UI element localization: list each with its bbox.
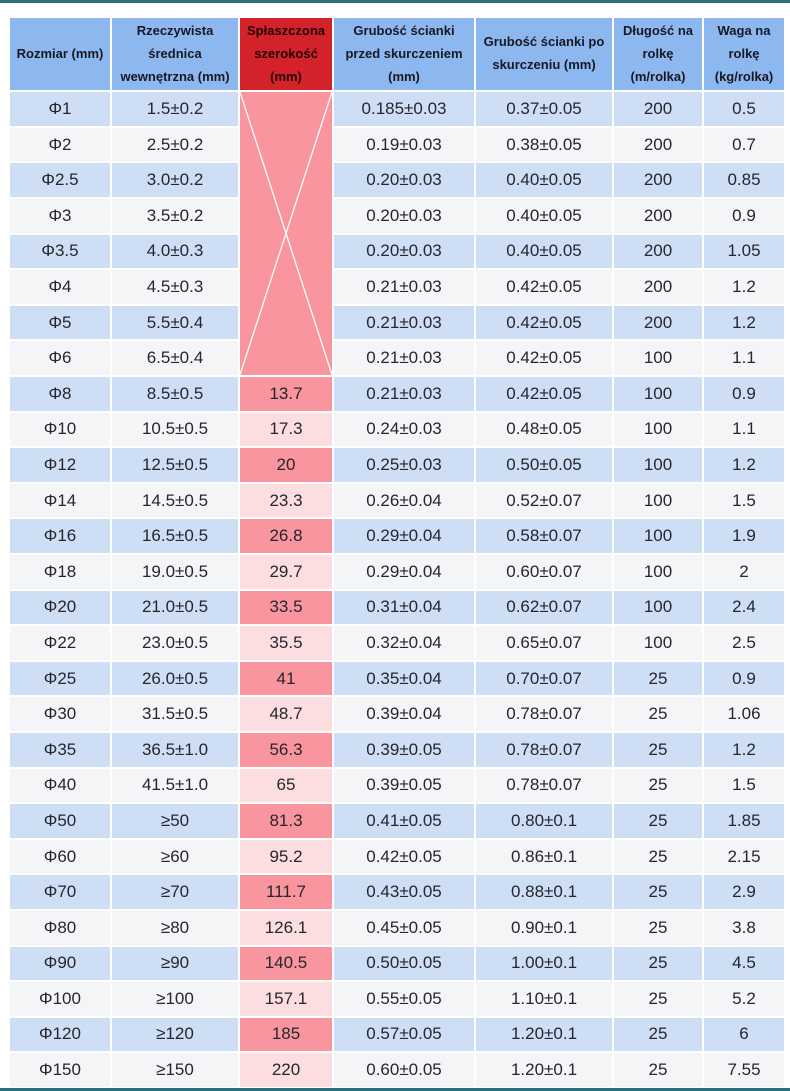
cell-wall_before: 0.43±0.05 bbox=[334, 875, 474, 909]
cell-wall_after: 0.78±0.07 bbox=[476, 733, 612, 767]
cell-size: Φ1 bbox=[10, 92, 110, 126]
cell-inner_diameter: ≥120 bbox=[112, 1018, 238, 1052]
cell-length_per_roll: 25 bbox=[614, 840, 702, 874]
cell-length_per_roll: 200 bbox=[614, 199, 702, 233]
cell-inner_diameter: 21.0±0.5 bbox=[112, 591, 238, 625]
table-row bbox=[10, 377, 784, 411]
cell-length_per_roll: 200 bbox=[614, 128, 702, 162]
table-row bbox=[10, 448, 784, 482]
cell-wall_before: 0.55±0.05 bbox=[334, 982, 474, 1016]
cell-weight_per_roll: 1.1 bbox=[704, 341, 784, 375]
cell-size: Φ20 bbox=[10, 591, 110, 625]
cell-weight_per_roll: 6 bbox=[704, 1018, 784, 1052]
top-accent-bar bbox=[0, 0, 790, 3]
cell-wall_before: 0.31±0.04 bbox=[334, 591, 474, 625]
cell-wall_before: 0.20±0.03 bbox=[334, 235, 474, 269]
cell-weight_per_roll: 2 bbox=[704, 555, 784, 589]
cell-weight_per_roll: 7.55 bbox=[704, 1053, 784, 1087]
cell-wall_after: 0.62±0.07 bbox=[476, 591, 612, 625]
cell-flat_width: 220 bbox=[240, 1053, 332, 1087]
cell-weight_per_roll: 0.7 bbox=[704, 128, 784, 162]
cell-wall_before: 0.39±0.05 bbox=[334, 769, 474, 803]
cell-weight_per_roll: 0.9 bbox=[704, 662, 784, 696]
cell-inner_diameter: 6.5±0.4 bbox=[112, 341, 238, 375]
cell-size: Φ100 bbox=[10, 982, 110, 1016]
table-row bbox=[10, 306, 784, 340]
cell-length_per_roll: 100 bbox=[614, 448, 702, 482]
cell-length_per_roll: 25 bbox=[614, 982, 702, 1016]
cell-wall_before: 0.39±0.04 bbox=[334, 697, 474, 731]
header-row bbox=[10, 18, 784, 90]
spec-table-wrapper bbox=[8, 16, 786, 1089]
table-row bbox=[10, 733, 784, 767]
table-row bbox=[10, 591, 784, 625]
cell-length_per_roll: 100 bbox=[614, 377, 702, 411]
cell-wall_before: 0.21±0.03 bbox=[334, 306, 474, 340]
cell-flat_width: 17.3 bbox=[240, 413, 332, 447]
cell-length_per_roll: 100 bbox=[614, 626, 702, 660]
table-row bbox=[10, 1018, 784, 1052]
cell-inner_diameter: 16.5±0.5 bbox=[112, 519, 238, 553]
cell-flat_width: 29.7 bbox=[240, 555, 332, 589]
cell-size: Φ40 bbox=[10, 769, 110, 803]
cell-size: Φ14 bbox=[10, 484, 110, 518]
cell-inner_diameter: 14.5±0.5 bbox=[112, 484, 238, 518]
cell-length_per_roll: 25 bbox=[614, 911, 702, 945]
table-row bbox=[10, 270, 784, 304]
cell-wall_after: 0.40±0.05 bbox=[476, 235, 612, 269]
cell-flat_width: 140.5 bbox=[240, 947, 332, 981]
cell-inner_diameter: 3.0±0.2 bbox=[112, 163, 238, 197]
cell-flat_width: 20 bbox=[240, 448, 332, 482]
table-row bbox=[10, 235, 784, 269]
cell-weight_per_roll: 2.5 bbox=[704, 626, 784, 660]
cell-size: Φ5 bbox=[10, 306, 110, 340]
cell-weight_per_roll: 1.9 bbox=[704, 519, 784, 553]
table-row bbox=[10, 163, 784, 197]
cell-wall_before: 0.42±0.05 bbox=[334, 840, 474, 874]
cell-length_per_roll: 25 bbox=[614, 804, 702, 838]
cell-wall_after: 1.20±0.1 bbox=[476, 1018, 612, 1052]
cell-inner_diameter: 10.5±0.5 bbox=[112, 413, 238, 447]
crossed-out-x-icon bbox=[240, 92, 332, 375]
cell-wall_after: 0.38±0.05 bbox=[476, 128, 612, 162]
cell-size: Φ3.5 bbox=[10, 235, 110, 269]
cell-length_per_roll: 200 bbox=[614, 306, 702, 340]
cell-wall_after: 0.86±0.1 bbox=[476, 840, 612, 874]
cell-size: Φ2.5 bbox=[10, 163, 110, 197]
cell-weight_per_roll: 2.9 bbox=[704, 875, 784, 909]
cell-flat_width: 65 bbox=[240, 769, 332, 803]
cell-size: Φ16 bbox=[10, 519, 110, 553]
cell-flat_width: 56.3 bbox=[240, 733, 332, 767]
cell-wall_after: 0.42±0.05 bbox=[476, 306, 612, 340]
cell-size: Φ35 bbox=[10, 733, 110, 767]
table-row bbox=[10, 982, 784, 1016]
cell-size: Φ4 bbox=[10, 270, 110, 304]
cell-wall_before: 0.20±0.03 bbox=[334, 199, 474, 233]
cell-inner_diameter: 26.0±0.5 bbox=[112, 662, 238, 696]
column-header-wall-before: Grubość ścianki przed skurczeniem (mm) bbox=[334, 18, 474, 90]
table-row bbox=[10, 662, 784, 696]
cell-inner_diameter: 4.0±0.3 bbox=[112, 235, 238, 269]
cell-wall_before: 0.20±0.03 bbox=[334, 163, 474, 197]
cell-weight_per_roll: 1.5 bbox=[704, 769, 784, 803]
cell-size: Φ22 bbox=[10, 626, 110, 660]
cell-flat_width: 185 bbox=[240, 1018, 332, 1052]
cell-wall_before: 0.29±0.04 bbox=[334, 519, 474, 553]
cell-wall_after: 0.40±0.05 bbox=[476, 163, 612, 197]
cell-length_per_roll: 200 bbox=[614, 235, 702, 269]
cell-wall_after: 0.40±0.05 bbox=[476, 199, 612, 233]
cell-length_per_roll: 25 bbox=[614, 662, 702, 696]
cell-weight_per_roll: 1.1 bbox=[704, 413, 784, 447]
cell-size: Φ120 bbox=[10, 1018, 110, 1052]
cell-weight_per_roll: 1.2 bbox=[704, 733, 784, 767]
cell-weight_per_roll: 5.2 bbox=[704, 982, 784, 1016]
table-row bbox=[10, 128, 784, 162]
cell-weight_per_roll: 0.5 bbox=[704, 92, 784, 126]
cell-wall_after: 0.42±0.05 bbox=[476, 377, 612, 411]
table-row bbox=[10, 804, 784, 838]
table-row bbox=[10, 199, 784, 233]
cell-weight_per_roll: 1.2 bbox=[704, 270, 784, 304]
cell-wall_after: 0.37±0.05 bbox=[476, 92, 612, 126]
cell-wall_before: 0.185±0.03 bbox=[334, 92, 474, 126]
column-header-size: Rozmiar (mm) bbox=[10, 18, 110, 90]
cell-inner_diameter: 41.5±1.0 bbox=[112, 769, 238, 803]
cell-flat_width: 111.7 bbox=[240, 875, 332, 909]
cell-inner_diameter: ≥60 bbox=[112, 840, 238, 874]
cell-wall_after: 0.78±0.07 bbox=[476, 769, 612, 803]
cell-length_per_roll: 200 bbox=[614, 92, 702, 126]
cell-wall_before: 0.50±0.05 bbox=[334, 947, 474, 981]
table-row bbox=[10, 484, 784, 518]
cell-size: Φ2 bbox=[10, 128, 110, 162]
cell-flat_width: 23.3 bbox=[240, 484, 332, 518]
cell-wall_after: 0.50±0.05 bbox=[476, 448, 612, 482]
table-row bbox=[10, 875, 784, 909]
cell-wall_after: 0.78±0.07 bbox=[476, 697, 612, 731]
cell-wall_before: 0.35±0.04 bbox=[334, 662, 474, 696]
cell-weight_per_roll: 2.4 bbox=[704, 591, 784, 625]
cell-wall_after: 0.60±0.07 bbox=[476, 555, 612, 589]
cell-flat_width: 126.1 bbox=[240, 911, 332, 945]
cell-wall_before: 0.26±0.04 bbox=[334, 484, 474, 518]
cell-length_per_roll: 100 bbox=[614, 484, 702, 518]
cell-size: Φ10 bbox=[10, 413, 110, 447]
cell-length_per_roll: 25 bbox=[614, 697, 702, 731]
cell-size: Φ18 bbox=[10, 555, 110, 589]
cell-weight_per_roll: 4.5 bbox=[704, 947, 784, 981]
cell-inner_diameter: ≥80 bbox=[112, 911, 238, 945]
cell-size: Φ60 bbox=[10, 840, 110, 874]
column-header-inner-diameter: Rzeczywista średnica wewnętrzna (mm) bbox=[112, 18, 238, 90]
cell-length_per_roll: 25 bbox=[614, 1053, 702, 1087]
cell-wall_before: 0.19±0.03 bbox=[334, 128, 474, 162]
column-header-flat-width: Spłaszczona szerokość (mm) bbox=[240, 18, 332, 90]
cell-flat_width: 33.5 bbox=[240, 591, 332, 625]
cell-wall_after: 0.52±0.07 bbox=[476, 484, 612, 518]
cell-wall_before: 0.45±0.05 bbox=[334, 911, 474, 945]
cell-weight_per_roll: 2.15 bbox=[704, 840, 784, 874]
cell-inner_diameter: ≥150 bbox=[112, 1053, 238, 1087]
cell-inner_diameter: 19.0±0.5 bbox=[112, 555, 238, 589]
table-row bbox=[10, 911, 784, 945]
table-row bbox=[10, 92, 784, 126]
cell-weight_per_roll: 1.06 bbox=[704, 697, 784, 731]
cell-wall_before: 0.21±0.03 bbox=[334, 270, 474, 304]
cell-size: Φ3 bbox=[10, 199, 110, 233]
cell-inner_diameter: 5.5±0.4 bbox=[112, 306, 238, 340]
cell-inner_diameter: ≥90 bbox=[112, 947, 238, 981]
cell-inner_diameter: 2.5±0.2 bbox=[112, 128, 238, 162]
cell-inner_diameter: 8.5±0.5 bbox=[112, 377, 238, 411]
cell-flat_width: 95.2 bbox=[240, 840, 332, 874]
cell-weight_per_roll: 3.8 bbox=[704, 911, 784, 945]
cell-weight_per_roll: 0.85 bbox=[704, 163, 784, 197]
cell-wall_after: 0.80±0.1 bbox=[476, 804, 612, 838]
cell-wall_before: 0.60±0.05 bbox=[334, 1053, 474, 1087]
cell-flat_width: 35.5 bbox=[240, 626, 332, 660]
cell-length_per_roll: 200 bbox=[614, 270, 702, 304]
cell-weight_per_roll: 1.5 bbox=[704, 484, 784, 518]
cell-wall_before: 0.29±0.04 bbox=[334, 555, 474, 589]
cell-wall_before: 0.57±0.05 bbox=[334, 1018, 474, 1052]
cell-length_per_roll: 200 bbox=[614, 163, 702, 197]
cell-inner_diameter: 31.5±0.5 bbox=[112, 697, 238, 731]
cell-inner_diameter: ≥100 bbox=[112, 982, 238, 1016]
cell-size: Φ70 bbox=[10, 875, 110, 909]
cell-length_per_roll: 25 bbox=[614, 947, 702, 981]
cell-wall_after: 0.48±0.05 bbox=[476, 413, 612, 447]
cell-length_per_roll: 25 bbox=[614, 769, 702, 803]
cell-wall_before: 0.25±0.03 bbox=[334, 448, 474, 482]
cell-length_per_roll: 100 bbox=[614, 413, 702, 447]
column-header-wall-after: Grubość ścianki po skurczeniu (mm) bbox=[476, 18, 612, 90]
cell-inner_diameter: 23.0±0.5 bbox=[112, 626, 238, 660]
cell-flat_width: 26.8 bbox=[240, 519, 332, 553]
cell-weight_per_roll: 1.85 bbox=[704, 804, 784, 838]
cell-length_per_roll: 25 bbox=[614, 1018, 702, 1052]
column-header-weight-per-roll: Waga na rolkę (kg/rolka) bbox=[704, 18, 784, 90]
cell-weight_per_roll: 1.2 bbox=[704, 448, 784, 482]
cell-inner_diameter: 3.5±0.2 bbox=[112, 199, 238, 233]
cell-size: Φ6 bbox=[10, 341, 110, 375]
cell-inner_diameter: 36.5±1.0 bbox=[112, 733, 238, 767]
cell-wall_after: 0.90±0.1 bbox=[476, 911, 612, 945]
table-row bbox=[10, 555, 784, 589]
cell-wall_after: 0.58±0.07 bbox=[476, 519, 612, 553]
cell-flat_width: 81.3 bbox=[240, 804, 332, 838]
cell-size: Φ90 bbox=[10, 947, 110, 981]
cell-size: Φ50 bbox=[10, 804, 110, 838]
cell-wall_after: 1.10±0.1 bbox=[476, 982, 612, 1016]
cell-length_per_roll: 100 bbox=[614, 341, 702, 375]
cell-length_per_roll: 100 bbox=[614, 519, 702, 553]
cell-size: Φ30 bbox=[10, 697, 110, 731]
cell-inner_diameter: ≥50 bbox=[112, 804, 238, 838]
cell-wall_before: 0.32±0.04 bbox=[334, 626, 474, 660]
cell-wall_before: 0.21±0.03 bbox=[334, 377, 474, 411]
column-header-length-per-roll: Długość na rolkę (m/rolka) bbox=[614, 18, 702, 90]
cell-flat_width: 48.7 bbox=[240, 697, 332, 731]
flat-width-not-applicable-cell bbox=[240, 92, 332, 375]
cell-wall_after: 1.20±0.1 bbox=[476, 1053, 612, 1087]
cell-wall_after: 0.70±0.07 bbox=[476, 662, 612, 696]
cell-wall_before: 0.39±0.05 bbox=[334, 733, 474, 767]
cell-length_per_roll: 100 bbox=[614, 555, 702, 589]
cell-wall_after: 1.00±0.1 bbox=[476, 947, 612, 981]
cell-length_per_roll: 100 bbox=[614, 591, 702, 625]
cell-wall_after: 0.42±0.05 bbox=[476, 270, 612, 304]
cell-inner_diameter: 12.5±0.5 bbox=[112, 448, 238, 482]
cell-size: Φ80 bbox=[10, 911, 110, 945]
cell-wall_before: 0.41±0.05 bbox=[334, 804, 474, 838]
cell-size: Φ12 bbox=[10, 448, 110, 482]
table-row bbox=[10, 413, 784, 447]
table-row bbox=[10, 1053, 784, 1087]
cell-length_per_roll: 25 bbox=[614, 875, 702, 909]
cell-inner_diameter: 4.5±0.3 bbox=[112, 270, 238, 304]
shrink-tube-spec-table bbox=[8, 16, 786, 1089]
cell-flat_width: 157.1 bbox=[240, 982, 332, 1016]
cell-wall_after: 0.65±0.07 bbox=[476, 626, 612, 660]
cell-flat_width: 13.7 bbox=[240, 377, 332, 411]
table-row bbox=[10, 840, 784, 874]
cell-length_per_roll: 25 bbox=[614, 733, 702, 767]
cell-weight_per_roll: 1.2 bbox=[704, 306, 784, 340]
cell-size: Φ25 bbox=[10, 662, 110, 696]
table-row bbox=[10, 519, 784, 553]
table-row bbox=[10, 697, 784, 731]
cell-wall_after: 0.88±0.1 bbox=[476, 875, 612, 909]
cell-wall_after: 0.42±0.05 bbox=[476, 341, 612, 375]
cell-size: Φ150 bbox=[10, 1053, 110, 1087]
cell-weight_per_roll: 1.05 bbox=[704, 235, 784, 269]
cell-flat_width: 41 bbox=[240, 662, 332, 696]
cell-wall_before: 0.24±0.03 bbox=[334, 413, 474, 447]
cell-size: Φ8 bbox=[10, 377, 110, 411]
cell-inner_diameter: 1.5±0.2 bbox=[112, 92, 238, 126]
cell-weight_per_roll: 0.9 bbox=[704, 377, 784, 411]
table-row bbox=[10, 769, 784, 803]
cell-wall_before: 0.21±0.03 bbox=[334, 341, 474, 375]
table-row bbox=[10, 341, 784, 375]
cell-inner_diameter: ≥70 bbox=[112, 875, 238, 909]
table-row bbox=[10, 947, 784, 981]
cell-weight_per_roll: 0.9 bbox=[704, 199, 784, 233]
table-row bbox=[10, 626, 784, 660]
